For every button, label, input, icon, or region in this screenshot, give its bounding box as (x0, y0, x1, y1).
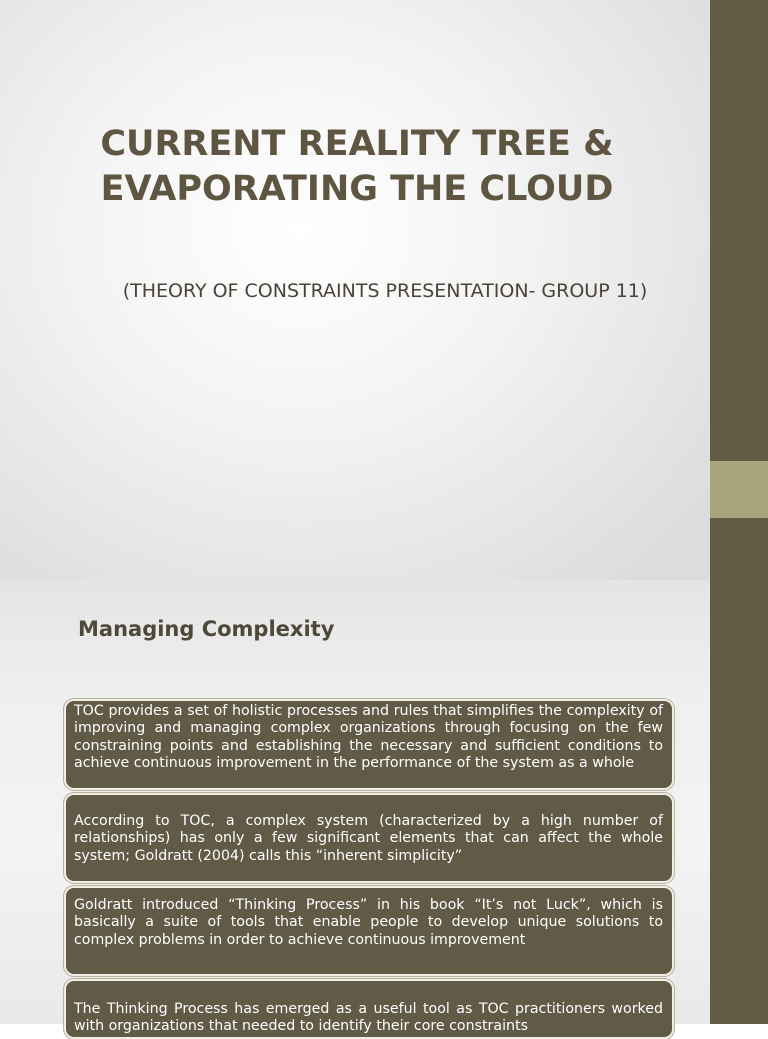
slide-heading: Managing Complexity (78, 617, 335, 641)
slide-subtitle: (THEORY OF CONSTRAINTS PRESENTATION- GROUP 11) (122, 280, 648, 302)
title-line-2: EVAPORATING THE CLOUD (100, 169, 614, 209)
text-box-4: The Thinking Process has emerged as a useful tool as TOC practitioners worked with organizations that needed to identify their core constraints (64, 979, 674, 1039)
text-box-2: According to TOC, a complex system (characterized by a high number of relationships) has only a few significant elements that can affect the whole system; Goldratt (2004) calls this “inherent simplicity” (64, 793, 674, 883)
content-slide (0, 580, 768, 1035)
sidebar-accent-decoration (710, 461, 768, 518)
title-line-1: CURRENT REALITY TREE & (100, 124, 614, 164)
text-box-3: Goldratt introduced “Thinking Process” in his book “It’s not Luck”, which is basically a suite of tools that enable people to develop unique solutions to complex problems in order to achieve continuous improvement (64, 886, 674, 976)
slide-title (60, 122, 654, 212)
text-box-1: TOC provides a set of holistic processes and rules that simplifies the complexity of improving and managing complex organizations through focusing on the few constraining points and establishing the necessary and sufficient conditions to achieve continuous improvement in the performance of the system as a whole (64, 699, 674, 790)
